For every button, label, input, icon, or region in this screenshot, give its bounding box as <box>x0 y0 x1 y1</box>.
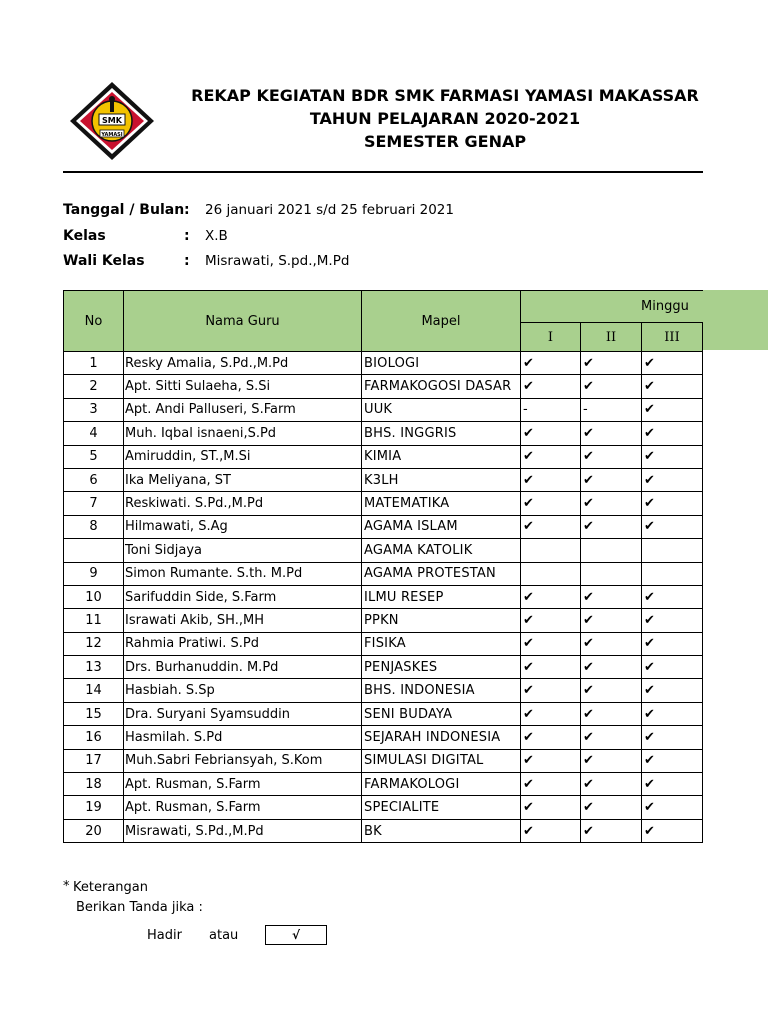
row-week-2: ✔ <box>581 515 642 538</box>
table-row <box>64 609 703 632</box>
row-guru: Amiruddin, ST.,M.Si <box>124 445 362 468</box>
row-week-1: ✔ <box>521 585 581 608</box>
row-mapel: BHS. INGGRIS <box>362 422 521 445</box>
row-no: 3 <box>64 398 124 421</box>
row-week-3: ✔ <box>642 375 703 398</box>
row-no <box>64 539 124 562</box>
row-no: 7 <box>64 492 124 515</box>
row-week-3: ✔ <box>642 352 703 375</box>
table-row <box>64 562 703 585</box>
row-mapel: PENJASKES <box>362 656 521 679</box>
title-line-3: SEMESTER GENAP <box>363 132 527 151</box>
row-no: 17 <box>64 749 124 772</box>
tanggal-label: Tanggal / Bulan <box>63 202 185 218</box>
row-week-1: ✔ <box>521 656 581 679</box>
row-guru: Muh.Sabri Febriansyah, S.Kom <box>124 749 362 772</box>
logo-text-top: SMK <box>102 116 122 125</box>
row-no: 11 <box>64 609 124 632</box>
table-row <box>64 585 703 608</box>
row-no: 1 <box>64 352 124 375</box>
row-guru: Misrawati, S.Pd.,M.Pd <box>124 819 362 842</box>
row-mapel: FARMAKOGOSI DASAR <box>362 375 521 398</box>
row-guru: Drs. Burhanuddin. M.Pd <box>124 656 362 679</box>
row-week-1: ✔ <box>521 726 581 749</box>
row-week-2: ✔ <box>581 773 642 796</box>
table-row <box>64 539 703 562</box>
row-guru: Israwati Akib, SH.,MH <box>124 609 362 632</box>
row-guru: Hilmawati, S.Ag <box>124 515 362 538</box>
row-guru: Dra. Suryani Syamsuddin <box>124 702 362 725</box>
row-week-3 <box>642 539 703 562</box>
col-header-week-2: II <box>581 323 642 352</box>
title-line-2: TAHUN PELAJARAN 2020-2021 <box>309 109 581 128</box>
row-mapel: SENI BUDAYA <box>362 702 521 725</box>
table-row <box>64 749 703 772</box>
table-row <box>64 375 703 398</box>
table-row <box>64 632 703 655</box>
row-mapel: K3LH <box>362 468 521 491</box>
row-guru: Reskiwati. S.Pd.,M.Pd <box>124 492 362 515</box>
row-guru: Apt. Rusman, S.Farm <box>124 796 362 819</box>
table-row <box>64 398 703 421</box>
row-guru: Ika Meliyana, ST <box>124 468 362 491</box>
row-week-3: ✔ <box>642 585 703 608</box>
row-week-1: ✔ <box>521 632 581 655</box>
note-mark-box: √ <box>265 925 327 945</box>
row-week-3: ✔ <box>642 468 703 491</box>
row-mapel: SPECIALITE <box>362 796 521 819</box>
row-week-1: ✔ <box>521 445 581 468</box>
row-no: 14 <box>64 679 124 702</box>
col-header-no: No <box>64 291 124 352</box>
row-week-1: - <box>521 398 581 421</box>
row-no: 18 <box>64 773 124 796</box>
row-week-3: ✔ <box>642 679 703 702</box>
row-week-3: ✔ <box>642 796 703 819</box>
row-week-3: ✔ <box>642 726 703 749</box>
row-week-2: ✔ <box>581 679 642 702</box>
row-week-2: ✔ <box>581 352 642 375</box>
row-week-2: ✔ <box>581 375 642 398</box>
row-mapel: UUK <box>362 398 521 421</box>
row-week-3: ✔ <box>642 632 703 655</box>
row-week-1: ✔ <box>521 773 581 796</box>
kelas-colon: : <box>184 228 190 244</box>
row-guru: Rahmia Pratiwi. S.Pd <box>124 632 362 655</box>
row-no: 6 <box>64 468 124 491</box>
note-berikan: Berikan Tanda jika : <box>76 900 203 915</box>
row-mapel: SIMULASI DIGITAL <box>362 749 521 772</box>
table-body <box>64 352 703 843</box>
row-week-1: ✔ <box>521 702 581 725</box>
row-mapel: KIMIA <box>362 445 521 468</box>
row-mapel: AGAMA KATOLIK <box>362 539 521 562</box>
row-no: 12 <box>64 632 124 655</box>
row-week-1: ✔ <box>521 492 581 515</box>
row-no: 2 <box>64 375 124 398</box>
col-header-minggu: Minggu <box>521 291 703 323</box>
row-week-1: ✔ <box>521 609 581 632</box>
row-week-2: ✔ <box>581 656 642 679</box>
col-header-week-1: I <box>521 323 581 352</box>
row-week-1 <box>521 562 581 585</box>
row-week-1: ✔ <box>521 679 581 702</box>
row-no: 4 <box>64 422 124 445</box>
row-no: 5 <box>64 445 124 468</box>
header-green-extension <box>702 290 768 350</box>
row-week-3: ✔ <box>642 609 703 632</box>
row-mapel: SEJARAH INDONESIA <box>362 726 521 749</box>
row-week-1: ✔ <box>521 352 581 375</box>
row-week-3 <box>642 562 703 585</box>
row-no: 16 <box>64 726 124 749</box>
row-no: 19 <box>64 796 124 819</box>
note-keterangan: Keterangan <box>73 880 148 895</box>
table-row <box>64 468 703 491</box>
tanggal-colon: : <box>184 202 190 218</box>
row-mapel: BIOLOGI <box>362 352 521 375</box>
row-week-3: ✔ <box>642 445 703 468</box>
row-week-3: ✔ <box>642 515 703 538</box>
row-week-3: ✔ <box>642 773 703 796</box>
row-guru: Apt. Andi Palluseri, S.Farm <box>124 398 362 421</box>
row-week-2: ✔ <box>581 492 642 515</box>
row-week-2 <box>581 539 642 562</box>
row-guru: Toni Sidjaya <box>124 539 362 562</box>
row-mapel: PPKN <box>362 609 521 632</box>
table-row <box>64 352 703 375</box>
table-row <box>64 702 703 725</box>
tanggal-value: 26 januari 2021 s/d 25 februari 2021 <box>205 202 454 218</box>
kelas-value: X.B <box>205 228 228 244</box>
row-week-2: - <box>581 398 642 421</box>
row-mapel: AGAMA PROTESTAN <box>362 562 521 585</box>
rekap-table <box>63 290 703 843</box>
row-week-2: ✔ <box>581 702 642 725</box>
table-row <box>64 515 703 538</box>
row-week-1: ✔ <box>521 796 581 819</box>
row-week-3: ✔ <box>642 749 703 772</box>
row-week-3: ✔ <box>642 422 703 445</box>
row-week-3: ✔ <box>642 492 703 515</box>
row-week-1: ✔ <box>521 468 581 491</box>
row-mapel: FARMAKOLOGI <box>362 773 521 796</box>
school-logo <box>66 80 158 162</box>
title-line-1: REKAP KEGIATAN BDR SMK FARMASI YAMASI MAKASSAR <box>191 86 699 105</box>
wali-value: Misrawati, S.pd.,M.Pd <box>205 253 350 269</box>
wali-label: Wali Kelas <box>63 253 145 269</box>
row-mapel: FISIKA <box>362 632 521 655</box>
row-week-2: ✔ <box>581 726 642 749</box>
table-row <box>64 819 703 842</box>
row-week-3: ✔ <box>642 819 703 842</box>
table-row <box>64 492 703 515</box>
table-row <box>64 773 703 796</box>
row-week-1: ✔ <box>521 375 581 398</box>
row-no: 20 <box>64 819 124 842</box>
row-week-2: ✔ <box>581 445 642 468</box>
row-guru: Sarifuddin Side, S.Farm <box>124 585 362 608</box>
row-mapel: MATEMATIKA <box>362 492 521 515</box>
row-week-2: ✔ <box>581 609 642 632</box>
table-row <box>64 422 703 445</box>
note-hadir: Hadir <box>147 928 182 943</box>
row-week-2: ✔ <box>581 632 642 655</box>
row-week-2: ✔ <box>581 749 642 772</box>
row-mapel: BHS. INDONESIA <box>362 679 521 702</box>
row-no: 15 <box>64 702 124 725</box>
note-atau: atau <box>209 928 239 943</box>
table-row <box>64 726 703 749</box>
row-mapel: AGAMA ISLAM <box>362 515 521 538</box>
row-week-3: ✔ <box>642 702 703 725</box>
row-week-3: ✔ <box>642 398 703 421</box>
row-guru: Resky Amalia, S.Pd.,M.Pd <box>124 352 362 375</box>
row-guru: Hasmilah. S.Pd <box>124 726 362 749</box>
row-week-2: ✔ <box>581 422 642 445</box>
row-week-2: ✔ <box>581 468 642 491</box>
row-week-1: ✔ <box>521 515 581 538</box>
row-week-1: ✔ <box>521 819 581 842</box>
row-week-1 <box>521 539 581 562</box>
row-no: 8 <box>64 515 124 538</box>
row-week-2: ✔ <box>581 819 642 842</box>
row-no: 10 <box>64 585 124 608</box>
logo-text-bottom: YAMASI <box>101 132 123 138</box>
table-row <box>64 656 703 679</box>
row-mapel: BK <box>362 819 521 842</box>
row-guru: Hasbiah. S.Sp <box>124 679 362 702</box>
row-week-2: ✔ <box>581 585 642 608</box>
row-no: 9 <box>64 562 124 585</box>
row-week-2 <box>581 562 642 585</box>
row-no: 13 <box>64 656 124 679</box>
note-star: * <box>63 879 70 894</box>
kelas-label: Kelas <box>63 228 106 244</box>
wali-colon: : <box>184 253 190 269</box>
col-header-mapel: Mapel <box>362 291 521 352</box>
row-week-3: ✔ <box>642 656 703 679</box>
col-header-week-3: III <box>642 323 703 352</box>
table-row <box>64 445 703 468</box>
col-header-guru: Nama Guru <box>124 291 362 352</box>
table-row <box>64 796 703 819</box>
row-guru: Simon Rumante. S.th. M.Pd <box>124 562 362 585</box>
header-divider <box>63 171 703 173</box>
row-week-2: ✔ <box>581 796 642 819</box>
row-week-1: ✔ <box>521 422 581 445</box>
row-guru: Apt. Sitti Sulaeha, S.Si <box>124 375 362 398</box>
table-row <box>64 679 703 702</box>
row-guru: Muh. Iqbal isnaeni,S.Pd <box>124 422 362 445</box>
row-guru: Apt. Rusman, S.Farm <box>124 773 362 796</box>
row-week-1: ✔ <box>521 749 581 772</box>
row-mapel: ILMU RESEP <box>362 585 521 608</box>
